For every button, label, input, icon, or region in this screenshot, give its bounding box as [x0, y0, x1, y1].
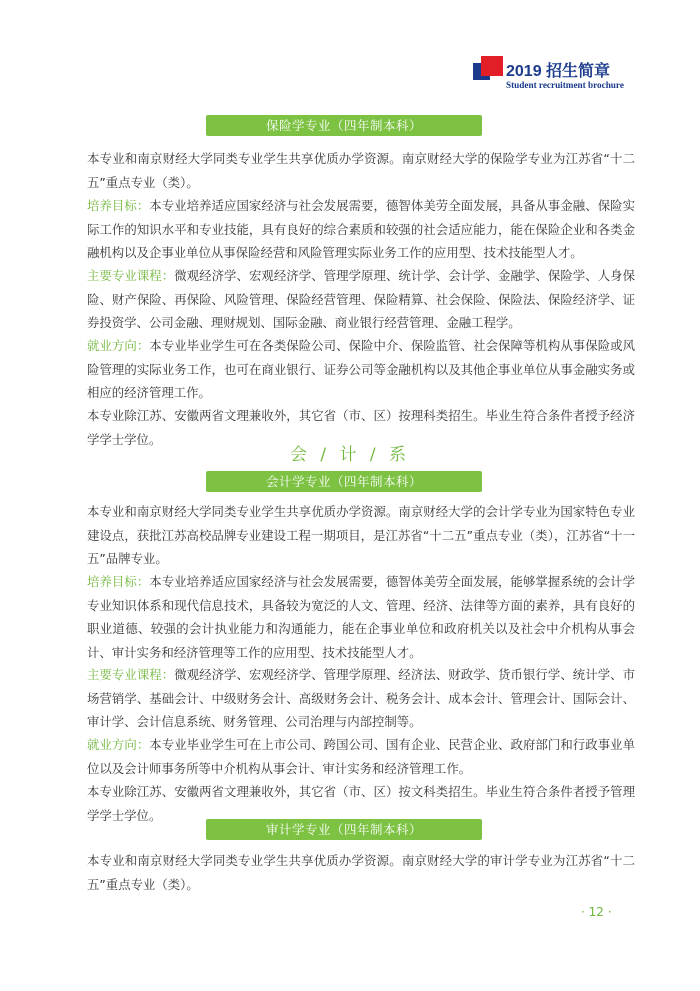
paragraph: 培养目标：本专业培养适应国家经济与社会发展需要，德智体美劳全面发展，能够掌握系统的会计学专业知识体系和现代信息技术，具备较为宽泛的人文、管理、经济、法律等方面的素养，具有良好的职业道德、较强的会计执业能力和沟通能力，能在企事业单位和政府机关以及社会中介机构从事会计、审计实务和经济管理等工作的应用型、技术技能型人才。	[87, 574, 636, 660]
brochure-subtitle: Student recruitment brochure	[506, 80, 624, 90]
paragraph-label: 培养目标：	[87, 198, 150, 213]
logo-red-square	[481, 56, 503, 76]
paragraph: 培养目标：本专业培养适应国家经济与社会发展需要，德智体美劳全面发展，具备从事金融、保险实际工作的知识水平和专业技能，具有良好的综合素质和较强的社会适应能力，能在保险企业和各类金融机构以及企事业单位从事保险经营和风险管理实际业务工作的应用型、技术技能型人才。	[87, 198, 636, 260]
section-banner-auditing: 审计学专业（四年制本科）	[206, 819, 482, 840]
paragraph: 就业方向：本专业毕业学生可在各类保险公司、保险中介、保险监管、社会保障等机构从事保险或风险管理的实际业务工作，也可在商业银行、证券公司等金融机构以及其他企事业单位从事金融实务或相应的经济管理工作。	[87, 338, 636, 400]
brochure-title: 2019 招生简章	[506, 63, 611, 80]
paragraph-label: 就业方向：	[87, 737, 150, 752]
paragraph-label: 培养目标：	[87, 574, 150, 589]
section-banner-accounting: 会计学专业（四年制本科）	[206, 471, 482, 492]
paragraph: 本专业和南京财经大学同类专业学生共享优质办学资源。南京财经大学的审计学专业为江苏省“十二五”重点专业（类）。	[87, 853, 635, 892]
paragraph: 本专业除江苏、安徽两省文理兼收外，其它省（市、区）按理科类招生。毕业生符合条件者授予经济学学士学位。	[87, 408, 635, 447]
paragraph-label: 主要专业课程：	[87, 667, 175, 682]
brochure-logo	[473, 52, 643, 92]
paragraph-label: 就业方向：	[87, 338, 150, 353]
paragraph-label: 主要专业课程：	[87, 268, 175, 283]
paragraph: 本专业和南京财经大学同类专业学生共享优质办学资源。南京财经大学的会计学专业为国家特色专业建设点，获批江苏高校品牌专业建设工程一期项目，是江苏省“十二五”重点专业（类），江苏省“十一五”品牌专业。	[87, 504, 635, 566]
paragraph: 主要专业课程：微观经济学、宏观经济学、管理学原理、经济法、财政学、货币银行学、统计学、市场营销学、基础会计、中级财务会计、高级财务会计、税务会计、成本会计、管理会计、国际会计、审计学、会计信息系统、财务管理、公司治理与内部控制等。	[87, 667, 636, 729]
paragraph: 主要专业课程：微观经济学、宏观经济学、管理学原理、统计学、会计学、金融学、保险学、人身保险、财产保险、再保险、风险管理、保险经营管理、保险精算、社会保险、保险法、保险经济学、证券投资学、公司金融、理财规划、国际金融、商业银行经营管理、金融工程学。	[87, 268, 636, 330]
page-number: · 12 ·	[581, 905, 612, 919]
paragraph: 就业方向：本专业毕业学生可在上市公司、跨国公司、国有企业、民营企业、政府部门和行政事业单位以及会计师事务所等中介机构从事会计、审计实务和经济管理工作。	[87, 737, 636, 776]
section-banner-insurance: 保险学专业（四年制本科）	[206, 115, 482, 136]
department-heading: 会 / 计 / 系	[289, 445, 411, 465]
paragraph: 本专业和南京财经大学同类专业学生共享优质办学资源。南京财经大学的保险学专业为江苏省“十二五”重点专业（类）。	[87, 151, 635, 190]
paragraph: 本专业除江苏、安徽两省文理兼收外，其它省（市、区）按文科类招生。毕业生符合条件者授予管理学学士学位。	[87, 784, 635, 823]
